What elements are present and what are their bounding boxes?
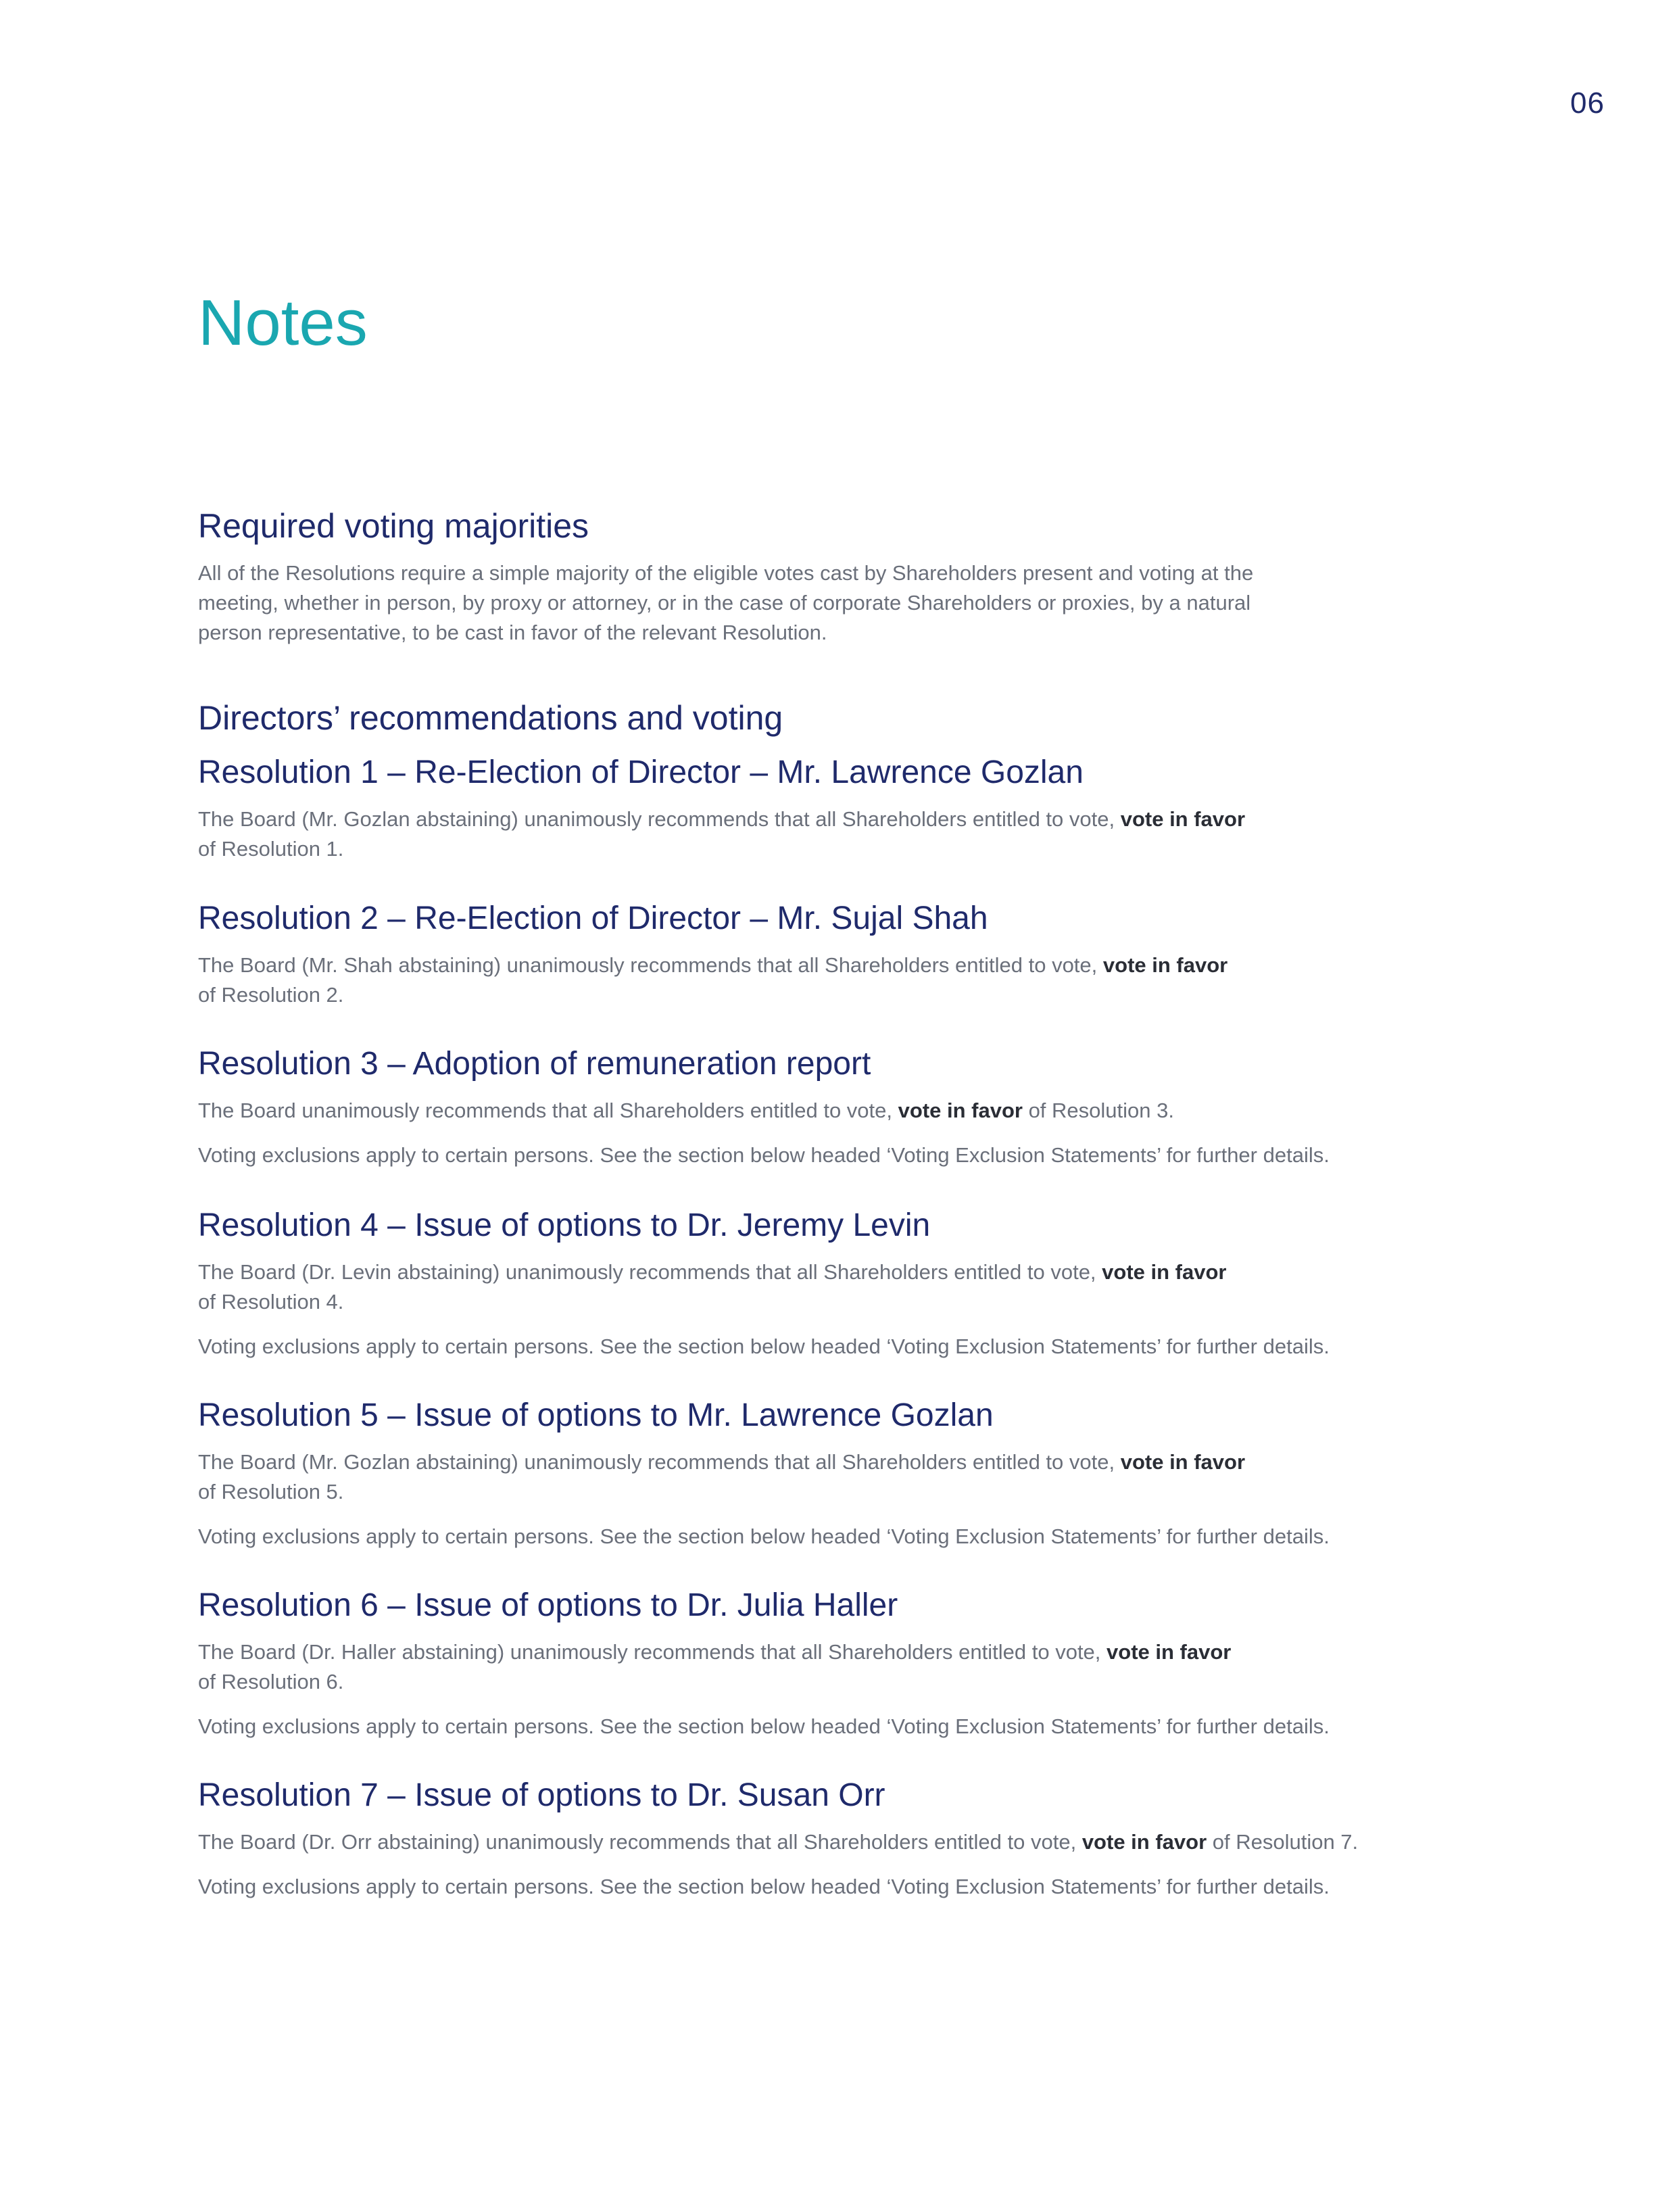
resolution-recommendation-line2: of Resolution 2. <box>198 982 344 1007</box>
recommendation-text: The Board (Mr. Gozlan abstaining) unanimously recommends that all Shareholders entitled to vote, <box>198 807 1121 831</box>
resolution-recommendation <box>198 1827 1536 1857</box>
paragraph-line: All of the Resolutions require a simple majority of the eligible votes cast by Shareholders present and voting at the <box>198 561 1254 585</box>
recommendation-text: The Board (Dr. Haller abstaining) unanimously recommends that all Shareholders entitled to vote, <box>198 1639 1107 1664</box>
recommendation-text: The Board (Dr. Levin abstaining) unanimously recommends that all Shareholders entitled to vote, <box>198 1259 1102 1284</box>
page-title: Notes <box>198 287 368 359</box>
vote-in-favor-emphasis: vote in favor <box>1120 807 1246 831</box>
vote-in-favor-emphasis: vote in favor <box>1081 1829 1207 1854</box>
resolution-recommendation-line2: of Resolution 1. <box>198 836 344 861</box>
voting-exclusion-note: Voting exclusions apply to certain persons. See the section below headed ‘Voting Exclusion Statements’ for further details. <box>198 1143 1330 1167</box>
resolution-heading: Resolution 2 – Re-Election of Director – Mr. Sujal Shah <box>198 900 988 936</box>
recommendation-text: The Board (Dr. Orr abstaining) unanimously recommends that all Shareholders entitled to vote, <box>198 1829 1082 1854</box>
resolution-2 <box>198 899 1536 1010</box>
recommendation-text-end: of Resolution 3. <box>1022 1098 1174 1122</box>
resolution-heading: Resolution 1 – Re-Election of Director – Mr. Lawrence Gozlan <box>198 754 1084 790</box>
vote-in-favor-emphasis: vote in favor <box>1107 1639 1232 1664</box>
resolution-recommendation <box>198 1096 1536 1126</box>
resolution-heading: Resolution 7 – Issue of options to Dr. Susan Orr <box>198 1777 885 1813</box>
resolution-recommendation-line2: of Resolution 5. <box>198 1479 344 1504</box>
resolution-4 <box>198 1206 1536 1362</box>
section-heading: Required voting majorities <box>198 507 589 545</box>
section-directors <box>198 698 1536 738</box>
resolution-5 <box>198 1396 1536 1552</box>
resolution-recommendation <box>198 804 1536 834</box>
recommendation-text: The Board (Mr. Shah abstaining) unanimously recommends that all Shareholders entitled to vote, <box>198 953 1103 977</box>
resolution-recommendation <box>198 1637 1536 1667</box>
paragraph-line: person representative, to be cast in favor of the relevant Resolution. <box>198 621 827 644</box>
resolution-recommendation <box>198 1447 1536 1477</box>
resolution-3 <box>198 1044 1536 1170</box>
recommendation-text-end: of Resolution 7. <box>1207 1829 1359 1854</box>
resolution-heading: Resolution 6 – Issue of options to Dr. Julia Haller <box>198 1587 898 1623</box>
recommendation-text: The Board unanimously recommends that all Shareholders entitled to vote, <box>198 1098 898 1122</box>
vote-in-favor-emphasis: vote in favor <box>1102 953 1228 977</box>
resolution-6 <box>198 1586 1536 1741</box>
paragraph-line: meeting, whether in person, by proxy or attorney, or in the case of corporate Shareholders or proxies, by a natural <box>198 591 1251 615</box>
voting-exclusion-note: Voting exclusions apply to certain persons. See the section below headed ‘Voting Exclusion Statements’ for further details. <box>198 1874 1330 1898</box>
voting-exclusion-note: Voting exclusions apply to certain persons. See the section below headed ‘Voting Exclusion Statements’ for further details. <box>198 1334 1330 1358</box>
resolution-recommendation-line2: of Resolution 6. <box>198 1669 344 1693</box>
vote-in-favor-emphasis: vote in favor <box>898 1098 1023 1122</box>
section-heading: Directors’ recommendations and voting <box>198 699 783 737</box>
voting-exclusion-note: Voting exclusions apply to certain persons. See the section below headed ‘Voting Exclusion Statements’ for further details. <box>198 1524 1330 1548</box>
recommendation-text: The Board (Mr. Gozlan abstaining) unanimously recommends that all Shareholders entitled to vote, <box>198 1449 1121 1474</box>
vote-in-favor-emphasis: vote in favor <box>1120 1449 1246 1474</box>
resolution-recommendation <box>198 1257 1536 1287</box>
resolution-heading: Resolution 4 – Issue of options to Dr. Jeremy Levin <box>198 1207 931 1243</box>
resolution-heading: Resolution 5 – Issue of options to Mr. Lawrence Gozlan <box>198 1397 994 1433</box>
resolution-heading: Resolution 3 – Adoption of remuneration report <box>198 1046 871 1082</box>
resolution-recommendation-line2: of Resolution 4. <box>198 1289 344 1314</box>
voting-exclusion-note: Voting exclusions apply to certain persons. See the section below headed ‘Voting Exclusion Statements’ for further details. <box>198 1714 1330 1738</box>
resolution-7 <box>198 1776 1536 1902</box>
page-number: 06 <box>1570 87 1605 120</box>
resolution-1 <box>198 753 1536 864</box>
vote-in-favor-emphasis: vote in favor <box>1102 1259 1227 1284</box>
section-required-voting <box>198 506 1536 648</box>
resolution-recommendation <box>198 951 1536 980</box>
